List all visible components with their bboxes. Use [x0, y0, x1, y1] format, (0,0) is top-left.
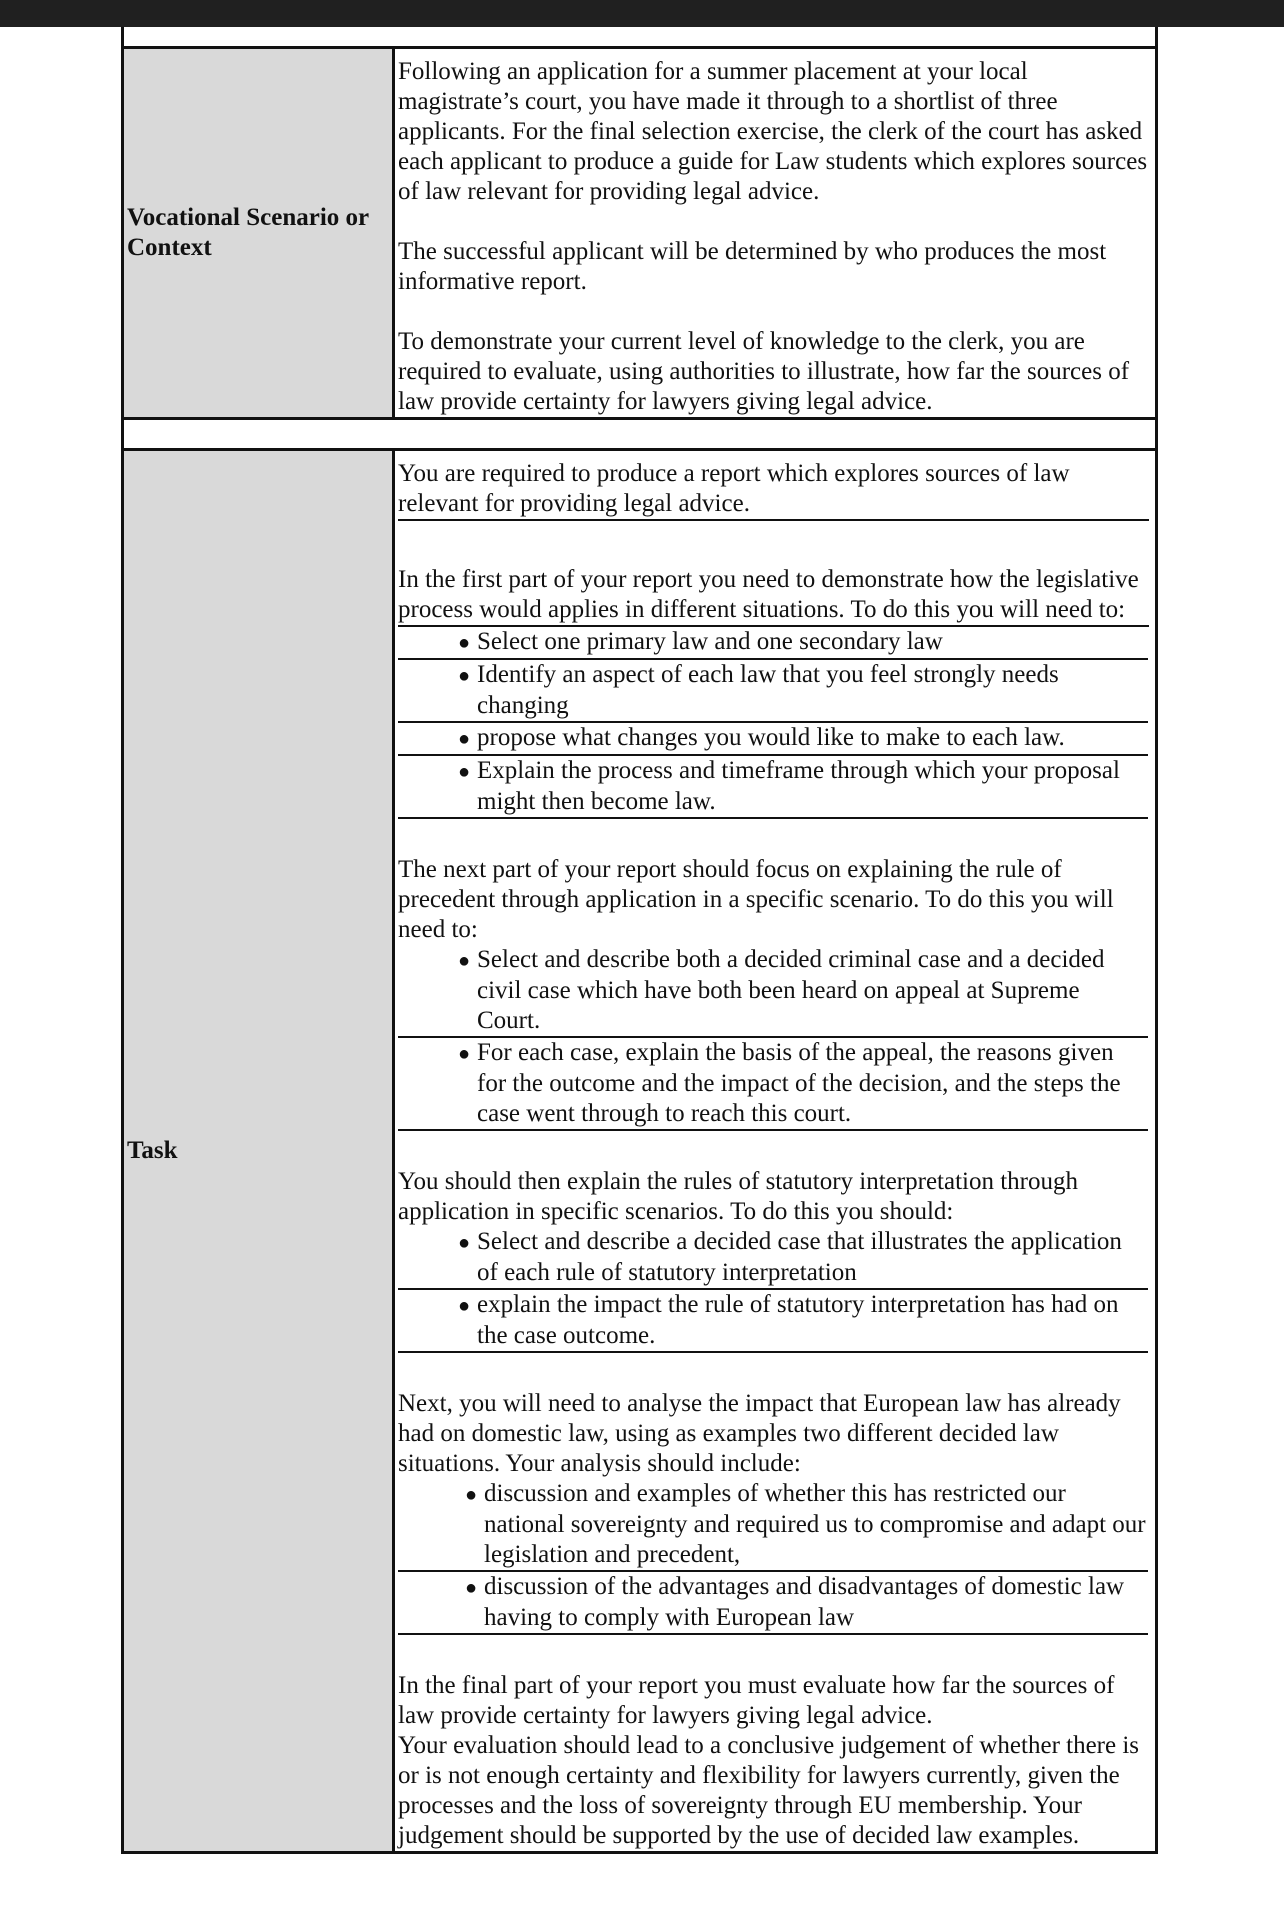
task-part3-list: [398, 1227, 1149, 1353]
assignment-table: [121, 27, 1158, 1854]
context-paragraph-3: To demonstrate your current level of knowledge to the clerk, you are required to evaluate, using authorities to illustrate, how far the sources of law provide certainty for lawyers giving legal advice.: [398, 328, 1130, 415]
task-part2-list: [398, 945, 1149, 1131]
task-part4-list: [398, 1479, 1149, 1635]
task-intro: You are required to produce a report which explores sources of law relevant for providing legal advice.: [398, 459, 1149, 521]
table-row-context: [121, 49, 1158, 417]
task-part5-lead: In the final part of your report you must evaluate how far the sources of law provide certainty for lawyers giving legal advice.: [398, 1672, 1115, 1729]
list-item: ● discussion and examples of whether this has restricted our national sovereignty and required us to compromise and adapt our legislation and precedent,: [398, 1479, 1148, 1572]
task-part2-lead: The next part of your report should focus on explaining the rule of precedent through application in a specific scenario. To do this you will need to:: [398, 856, 1114, 943]
top-bar: [0, 0, 1284, 27]
context-paragraph-2: The successful applicant will be determined by who produces the most informative report.: [398, 238, 1107, 295]
list-item: ● For each case, explain the basis of the appeal, the reasons given for the outcome and the impact of the decision, and the steps the case went through to reach this court.: [398, 1038, 1148, 1131]
list-item: ● Select one primary law and one secondary law: [398, 627, 1148, 660]
task-part1-list: [398, 627, 1149, 819]
row-label-context: Vocational Scenario or Context: [124, 49, 395, 417]
row-content-context: [395, 49, 1155, 417]
list-item: ● Explain the process and timeframe through which your proposal might then become law.: [398, 756, 1148, 819]
list-item: ● Select and describe a decided case that illustrates the application of each rule of statutory interpretation: [398, 1227, 1148, 1290]
task-part1-lead: In the first part of your report you need to demonstrate how the legislative process would applies in different situations. To do this you will need to:: [398, 565, 1149, 627]
list-item: ● propose what changes you would like to make to each law.: [398, 723, 1148, 756]
list-item: ● discussion of the advantages and disadvantages of domestic law having to comply with European law: [398, 1572, 1148, 1635]
table-row-task: [121, 451, 1158, 1854]
context-paragraph-1: Following an application for a summer placement at your local magistrate’s court, you have made it through to a shortlist of three applicants. For the final selection exercise, the clerk of the court has asked each applicant to produce a guide for Law students which explores sources of law relevant for providing legal advice.: [398, 58, 1148, 205]
list-item: ● Identify an aspect of each law that you feel strongly needs changing: [398, 660, 1148, 723]
table-row-spacer-top: [121, 27, 1158, 49]
list-item: ● explain the impact the rule of statutory interpretation has had on the case outcome.: [398, 1290, 1148, 1353]
table-row-spacer-middle: [121, 417, 1158, 451]
task-part5-body: Your evaluation should lead to a conclusive judgement of whether there is or is not enough certainty and flexibility for lawyers currently, given the processes and the loss of sovereignty through EU membership. Your judgement should be supported by the use of decided law examples.: [398, 1732, 1140, 1849]
task-part3-lead: You should then explain the rules of statutory interpretation through application in specific scenarios. To do this you should:: [398, 1168, 1078, 1225]
row-label-task: Task: [124, 451, 395, 1851]
row-content-task: [395, 451, 1155, 1851]
task-part4-lead: Next, you will need to analyse the impact that European law has already had on domestic law, using as examples two different decided law situations. Your analysis should include:: [398, 1390, 1121, 1477]
list-item: ● Select and describe both a decided criminal case and a decided civil case which have both been heard on appeal at Supreme Court.: [398, 945, 1148, 1038]
